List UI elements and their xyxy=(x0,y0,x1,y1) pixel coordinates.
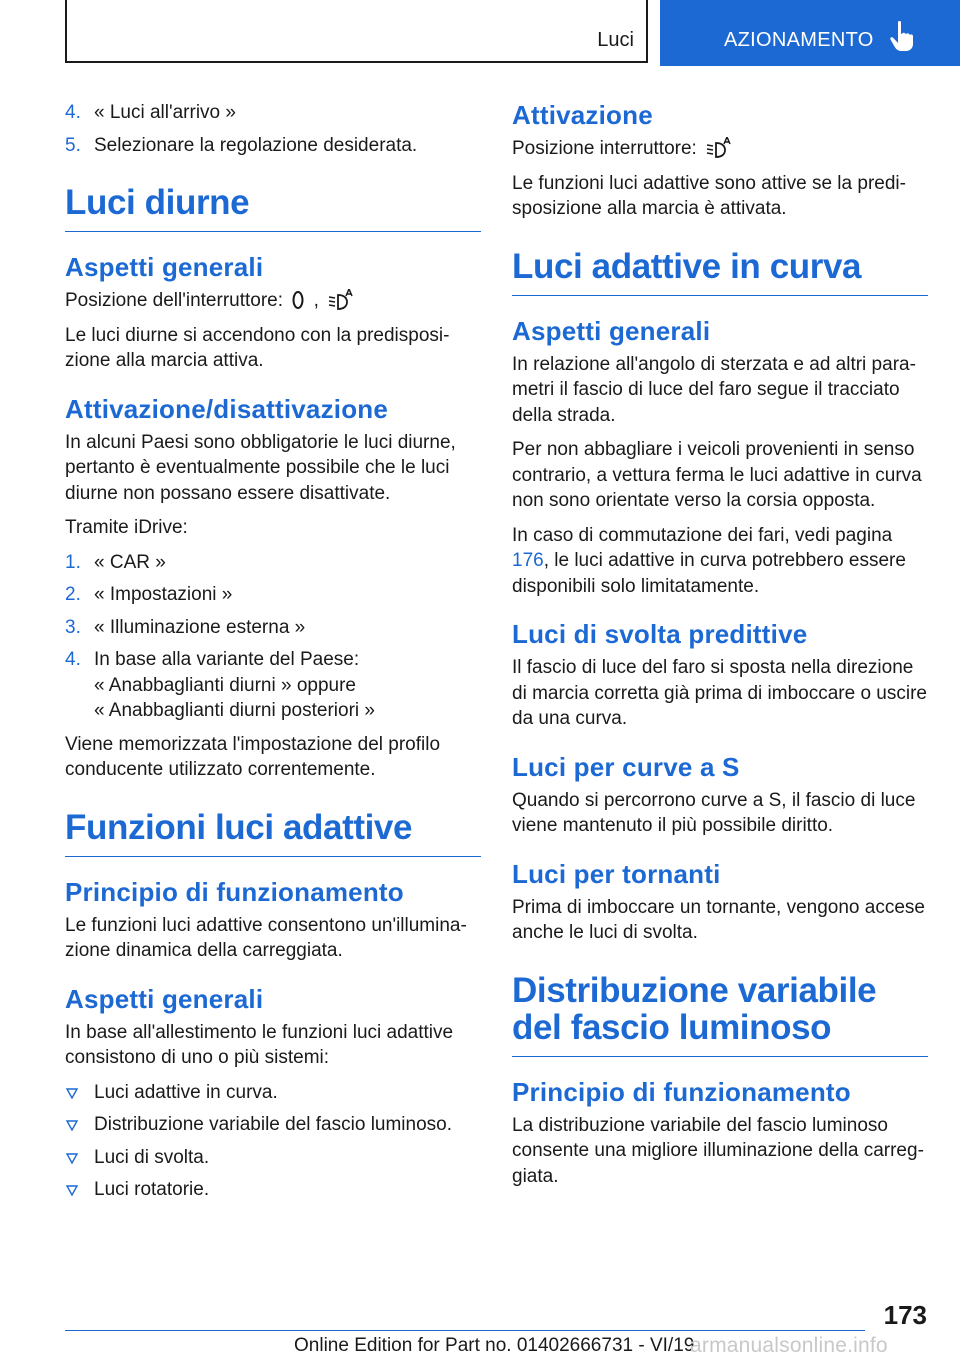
paragraph: Viene memorizzata l'impostazione del profilo conducente utilizzato correntemente. xyxy=(65,733,441,780)
header-title: Luci xyxy=(597,29,634,51)
systems-list xyxy=(65,1080,481,1203)
paragraph-text: In caso di commutazione dei fari, vedi pagina xyxy=(512,524,893,546)
heading-attivazione-disattivazione: Attivazione/disattivazione xyxy=(65,393,389,424)
page-number: 173 xyxy=(883,1300,927,1330)
paragraph: In relazione all'angolo di sterzata e ad altri parametri il fascio di luce del faro segue il tracciato della strada. xyxy=(512,353,916,426)
paragraph: Le funzioni luci adattive sono attive se la predisposizione alla marcia è attivata. xyxy=(512,172,906,219)
watermark: armanualsonline.info xyxy=(690,1334,888,1357)
header-title-box xyxy=(65,0,648,63)
heading-funzioni-luci-adattive: Funzioni luci adattive xyxy=(65,809,481,857)
step-text: « Illuminazione esterna » xyxy=(94,616,306,638)
paragraph: Per non abbagliare i veicoli provenienti in senso contrario, a vettura ferma le luci adattive in curva non sono orientate verso la corsia opposta. xyxy=(512,439,922,511)
heading-luci-per-tornanti: Luci per tornanti xyxy=(512,858,721,889)
triangle-bullet-icon xyxy=(66,1088,78,1099)
edition-text: Online Edition for Part no. 01402666731 - VI/19 xyxy=(294,1335,695,1356)
triangle-bullet-icon xyxy=(66,1120,78,1131)
switch-position-label: Posizione dell'interruttore: xyxy=(65,290,284,311)
heading-luci-per-curve-a-s: Luci per curve a S xyxy=(512,751,740,782)
paragraph: Prima di imboccare un tornante, vengono accese anche le luci di svolta. xyxy=(512,896,925,943)
auto-headlight-icon xyxy=(327,289,353,311)
heading-aspetti-generali: Aspetti generali xyxy=(512,315,711,346)
heading-luci-diurne: Luci diurne xyxy=(65,184,481,232)
paragraph: Le luci diurne si accendono con la predisposizione alla marcia attiva. xyxy=(65,324,450,371)
page-header xyxy=(0,0,960,66)
list-item xyxy=(65,1145,481,1171)
triangle-bullet-icon xyxy=(66,1185,78,1196)
step-number: 3. xyxy=(65,616,81,638)
list-item xyxy=(65,647,481,724)
step-number: 4. xyxy=(65,649,81,670)
heading-principio-di-funzionamento: Principio di funzionamento xyxy=(65,876,404,907)
bullet-text: Luci adattive in curva. xyxy=(94,1081,278,1103)
switch-position-line xyxy=(512,136,928,162)
heading-distribuzione-variabile: Distribuzione variabile del fascio luminoso xyxy=(512,972,928,1057)
bullet-text: Luci di svolta. xyxy=(94,1146,210,1168)
footer-divider xyxy=(65,1330,865,1331)
heading-attivazione: Attivazione xyxy=(512,100,653,130)
step-text: In base alla variante del Paese: xyxy=(94,649,360,670)
step-text: Selezionare la regolazione desiderata. xyxy=(94,134,418,156)
paragraph: In alcuni Paesi sono obbligatorie le luci diurne, pertanto è eventualmente possibile che le luci diurne non possano essere disattivate. xyxy=(65,431,456,504)
step-text: « Impostazioni » xyxy=(94,584,233,605)
switch-position-line xyxy=(65,288,481,314)
heading-aspetti-generali: Aspetti generali xyxy=(65,983,264,1014)
list-item xyxy=(65,582,481,608)
list-item xyxy=(65,133,481,159)
paragraph: Le funzioni luci adattive consentono un'illuminazione dinamica della carreggiata. xyxy=(65,914,467,961)
list-item xyxy=(65,1080,481,1106)
switch-zero-icon xyxy=(291,289,305,311)
list-item xyxy=(65,615,481,641)
switch-position-label: Posizione interruttore: xyxy=(512,138,697,159)
step-text: « Anabbaglianti diurni posteriori » xyxy=(94,700,375,721)
paragraph: Il fascio di luce del faro si sposta nella direzione di marcia corretta già prima di imboccare o uscire da una curva. xyxy=(512,657,927,729)
step-number: 5. xyxy=(65,134,81,156)
section-tab-label: AZIONAMENTO xyxy=(724,29,874,51)
list-item xyxy=(65,100,481,126)
paragraph: Quando si percorrono curve a S, il fascio di luce viene mantenuto il più possibile diritto. xyxy=(512,789,916,836)
paragraph-text: , le luci adattive in curva potrebbero essere disponibili solo limitatamente. xyxy=(512,550,906,597)
step-number: 2. xyxy=(65,584,81,605)
step-number: 1. xyxy=(65,551,81,573)
heading-luci-di-svolta-predittive: Luci di svolta predittive xyxy=(512,619,808,649)
switch-separator: , xyxy=(313,290,319,311)
step-text: « CAR » xyxy=(94,551,166,573)
heading-aspetti-generali: Aspetti generali xyxy=(65,252,264,282)
step-number: 4. xyxy=(65,102,81,123)
step-text: « Anabbaglianti diurni » oppure xyxy=(94,674,356,696)
list-item xyxy=(65,1112,481,1138)
bullet-text: Distribuzione variabile del fascio luminoso. xyxy=(94,1114,453,1135)
steps-list-idrive xyxy=(65,550,481,724)
auto-headlight-icon xyxy=(705,137,731,159)
section-tab xyxy=(660,0,960,66)
step-text: « Luci all'arrivo » xyxy=(94,102,236,123)
paragraph-with-link xyxy=(512,523,928,600)
list-item xyxy=(65,1177,481,1203)
steps-list-arrival xyxy=(65,100,481,158)
left-column xyxy=(65,100,481,1211)
bullet-text: Luci rotatorie. xyxy=(94,1179,210,1200)
triangle-bullet-icon xyxy=(66,1153,78,1164)
hand-pointer-icon xyxy=(889,20,915,52)
heading-principio-di-funzionamento: Principio di funzionamento xyxy=(512,1076,851,1107)
heading-luci-adattive-in-curva: Luci adattive in curva xyxy=(512,248,928,296)
right-column xyxy=(512,100,928,1198)
paragraph: Tramite iDrive: xyxy=(65,517,188,538)
list-item xyxy=(65,550,481,576)
page-reference-link[interactable]: 176 xyxy=(512,550,544,571)
paragraph: La distribuzione variabile del fascio luminoso consente una migliore illuminazione della carreggiata. xyxy=(512,1114,924,1187)
paragraph: In base all'allestimento le funzioni luci adattive consistono di uno o più sistemi: xyxy=(65,1021,454,1068)
